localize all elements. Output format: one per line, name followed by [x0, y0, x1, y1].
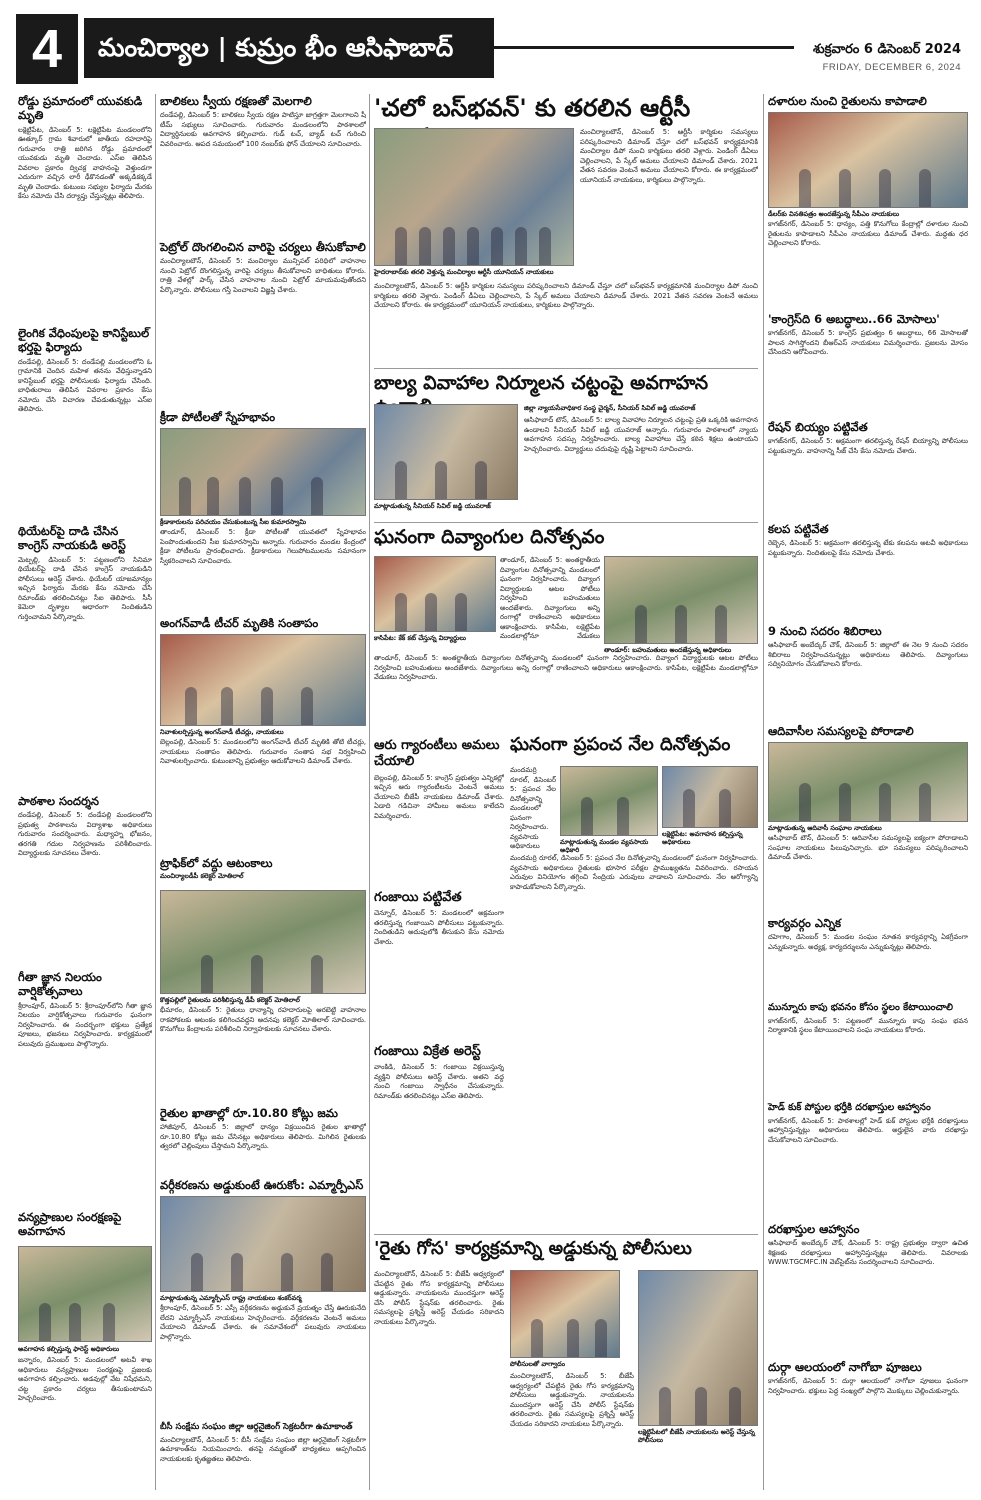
story-wildlife [18, 1210, 152, 1239]
article-body: లక్షెట్టిపేట, డిసెంబర్ 5: లక్షెట్టిపేట మండలంలోని ఊత్కూర్ గ్రామ శివారులో జాతీయ రహదారిపై గురువారం రాత్రి జరిగిన రోడ్డు ప్రమాదంలో యువకుడు మృతి చెందాడు. ఎస్ఐ తెలిపిన వివరాల ప్రకారం ద్విచక్ర వాహనంపై వెళ్తుండగా ఎదురుగా వచ్చిన లారీ ఢీకొనడంతో అక్కడికక్కడే మృతి చెందాడు. కుటుంబ సభ్యుల ఫిర్యాదు మేరకు కేసు నమోదు చేసి దర్యాప్తు చేస్తున్నట్లు తెలిపారు. [18, 125, 152, 201]
story-school-visit [18, 794, 152, 961]
article-body: కాగజ్‌నగర్, డిసెంబర్ 5: పట్టణంలో మున్నూరు కాపు సంఘ భవన నిర్మాణానికి స్థలం కేటాయించాలని సంఘ నాయకులు కోరారు. [768, 1016, 968, 1035]
story-middlemen [768, 94, 968, 108]
article-body: కాగజ్‌నగర్, డిసెంబర్ 5: అక్రమంగా తరలిస్తున్న రేషన్ బియ్యాన్ని పోలీసులు పట్టుకున్నారు. వాహనాన్ని సీజ్ చేసి కేసు నమోదు చేశారు. [768, 437, 968, 455]
photo-caption: క్రీడాకారులను పరిచయం చేసుకుంటున్న సీఐ కుమారస్వామి [160, 518, 307, 526]
headline: కార్యవర్గం ఎన్నిక [768, 916, 842, 930]
story-farmer-payments [160, 1106, 366, 1177]
article-body: మంచిర్యాలటౌన్, డిసెంబర్ 5: మంచిర్యాల మున్సిపల్ పరిధిలో వాహనాల నుంచి పెట్రోల్ దొంగలిస్తున్న వారిపై చర్యలు తీసుకోవాలని బాధితులు కోరారు. రాత్రి వేళల్లో పార్క్ చేసిన వాహనాల నుంచి పెట్రోల్ మాయమవుతోందని పేర్కొన్నారు. పోలీసులు గస్తీ పెంచాలని విజ్ఞప్తి చేశారు. [160, 257, 366, 294]
story-adivasi [768, 724, 968, 738]
photo-rtc-workers [374, 128, 574, 266]
headline: గంజాయి పట్టివేత [374, 890, 462, 905]
headline: దుర్గా ఆలయంలో నాగోబా పూజలు [768, 1360, 922, 1374]
story-raithu-gosa [374, 1238, 758, 1260]
article-body: చెన్నూర్, డిసెంబర్ 5: మండలంలో అక్రమంగా తరలిస్తున్న గంజాయిని పోలీసులు పట్టుకున్నారు. నిందితుడిని అదుపులోకి తీసుకుని కేసు నమోదు చేశారు. [374, 909, 504, 946]
article-body: ఆసిఫాబాద్ అంబేద్కర్ చౌక్, డిసెంబర్ 5: జిల్లాలో ఈ నెల 9 నుంచి సదరం శిబిరాలు నిర్వహించనున్నట్లు అధికారులు తెలిపారు. దివ్యాంగులు సద్వినియోగం చేసుకోవాలని కోరారు. [768, 641, 968, 669]
story-congress-lies [768, 312, 968, 415]
headline: రేషన్ బియ్యం పట్టివేత [768, 420, 868, 434]
headline: బాల్య వివాహాల నిర్మూలన చట్టంపై అవగాహన [374, 372, 709, 394]
article-body: వాంకిడి, డిసెంబర్ 5: గంజాయి విక్రయిస్తున్న వ్యక్తిని పోలీసులు అరెస్ట్ చేశారు. అతని వద్ద నుంచి గంజాయి స్వాధీనం చేసుకున్నారు. రిమాండ్‌కు తరలించినట్లు ఎస్ఐ తెలిపారు. [374, 1063, 504, 1100]
photo-agri-officer [560, 766, 658, 836]
article-body: ఆసిఫాబాద్ టౌన్, డిసెంబర్ 5: ఆదివాసీల సమస్యలపై ఐక్యంగా పోరాడాలని సంఘాల నాయకులు పిలుపునిచ్చారు. భూ సమస్యలు పరిష్కరించాలని డిమాండ్ చేశారు. [768, 834, 968, 861]
headline: గీతా జ్ఞాన నిలయం వార్షికోత్సవాలు [18, 970, 102, 999]
photo-caption: డీలర్‌కు వినతిపత్రం అందజేస్తున్న సీపీఎం నాయకులు [768, 210, 900, 218]
article-body: హాజీపూర్, డిసెంబర్ 5: జిల్లాలో ధాన్యం విక్రయించిన రైతుల ఖాతాల్లో రూ.10.80 కోట్లు జమ చేసినట్లు అధికారులు తెలిపారు. మిగిలిన రైతులకు త్వరలో చెల్లింపులు చేస్తామని పేర్కొన్నారు. [160, 1123, 366, 1151]
story-applications [768, 1222, 968, 1355]
subhead: మంచిర్యాలడీపీ కలెక్టర్ మోతిలాల్ [160, 872, 244, 881]
photo-judge-speaking [374, 404, 518, 500]
story-soil-day [510, 734, 758, 756]
headline: 'రైతు గోస' కార్యక్రమాన్ని అడ్డుకున్న పోలీసులు [374, 1238, 692, 1259]
headline: దరఖాస్తుల ఆహ్వానం [768, 1222, 860, 1236]
headline: 9 నుంచి సదరం శిబిరాలు [768, 624, 882, 638]
story-ration-rice [768, 420, 968, 517]
story-mrps [160, 1178, 366, 1192]
photo-caption: హైదరాబాద్‌కు తరలి వెళ్తున్న మంచిర్యాల ఆర్టీసీ యూనియన్ నాయకులు [374, 268, 554, 276]
article-body: శ్రీరాంపూర్, డిసెంబర్ 5: శ్రీరాంపూర్‌లోని గీతా జ్ఞాన నిలయం వార్షికోత్సవాలు గురువారం ఘనంగా నిర్వహించారు. ఈ సందర్భంగా భక్తులు ప్రత్యేక పూజలు, భజనలు నిర్వహించారు. కార్యక్రమంలో పలువురు ప్రముఖులు పాల్గొన్నారు. [18, 1001, 152, 1048]
headline: అంగన్‌వాడీ టీచర్ మృతికి సంతాపం [160, 616, 319, 630]
article-body: మంచిర్యాలటౌన్, డిసెంబర్ 5: బీజేపీ ఆధ్వర్యంలో చేపట్టిన రైతు గోస కార్యక్రమాన్ని పోలీసులు అడ్డుకున్నారు. నాయకులను ముందస్తుగా అరెస్ట్ చేసి పోలీస్ స్టేషన్‌కు తరలించారు. రైతు సమస్యలపై ప్రశ్నిస్తే అరెస్ట్ చేయడం సరికాదని నాయకులు పేర్కొన్నారు. [374, 1270, 504, 1326]
story-disabled-day [374, 526, 758, 549]
article-body: దండేపల్లి, డిసెంబర్ 5: బాలికలు స్వీయ రక్షణ పాటిస్తూ జాగ్రత్తగా మెలగాలని షీ టీమ్ సభ్యులు సూచించారు. గురువారం మండలంలోని పాఠశాలలో విద్యార్థినులకు అవగాహన కల్పించారు. గుడ్ టచ్, బ్యాడ్ టచ్ గురించి వివరించారు. ఆపద సమయంలో 100 నంబర్‌కు ఫోన్ చేయాలని సూచించారు. [160, 111, 366, 148]
story-ganja-seized [374, 890, 504, 1039]
photo-soil-awareness [662, 766, 758, 828]
headline: రైతుల ఖాతాల్లో రూ.10.80 కోట్లు జమ [160, 1106, 338, 1120]
story-sadaram-camps [768, 624, 968, 719]
story-ganja-seller [374, 1044, 504, 1223]
date-telugu: శుక్రవారం 6 డిసెంబర్ 2024 [813, 42, 961, 57]
headline: దళారుల నుంచి రైతులను కాపాడాలి [768, 94, 927, 108]
column-4 [768, 94, 968, 1490]
column-1 [18, 94, 152, 1490]
divider [374, 368, 758, 369]
district-banner: మంచిర్యాల | కుమ్రం భీం ఆసిఫాబాద్ [84, 18, 494, 78]
photo-collector-inspection [160, 890, 366, 994]
story-timber [768, 522, 968, 619]
photo-caption: మాట్లాడుతున్న మండల వ్యవసాయ అధికారి [560, 838, 649, 854]
story-theatre-attack [18, 524, 152, 791]
article-body: కాగజ్‌నగర్, డిసెంబర్ 5: ధాన్యం, పత్తి కొనుగోలు కేంద్రాల్లో దళారుల నుంచి రైతులను కాపాడాలని సీపీఎం నాయకులు డిమాండ్ చేశారు. మద్దతు ధర చెల్లించాలని కోరారు. [768, 220, 968, 247]
masthead [0, 0, 981, 88]
story-bc-association [160, 1422, 366, 1488]
article-body: ఆసిఫాబాద్ అంబేద్కర్ చౌక్, డిసెంబర్ 5: రాష్ట్ర ప్రభుత్వం ద్వారా ఉచిత శిక్షణకు దరఖాస్తులు ఆహ్వానిస్తున్నట్లు తెలిపారు. వివరాలకు WWW.TGCMFC.IN వెబ్‌సైట్‌ను సందర్శించాలని సూచించారు. [768, 1239, 968, 1267]
article-body: దండేపల్లి, డిసెంబర్ 5: దండేపల్లి మండలంలోని ప్రభుత్వ పాఠశాలను విద్యాశాఖ అధికారులు గురువారం సందర్శించారు. మధ్యాహ్న భోజనం, తరగతి గదుల నిర్వహణను పరిశీలించారు. విద్యార్థులకు సూచనలు చేశారు. [18, 811, 152, 858]
headline: ఘనంగా దివ్యాంగుల దినోత్సవం [374, 526, 605, 548]
article-body: మంచిర్యాలటౌన్, డిసెంబర్ 5: బీసీ సంక్షేమ సంఘం జిల్లా ఆర్గనైజింగ్ సెక్రటరీగా ఉమాకాంత్‌ను నియమించారు. తనపై నమ్మకంతో బాధ్యతలు అప్పగించిన నాయకులకు కృతజ్ఞతలు తెలిపారు. [160, 1435, 366, 1463]
story-petrol-theft [160, 240, 366, 407]
photo-caption: మాట్లాడుతున్న ఆదివాసీ సంఘాల నాయకులు [768, 824, 882, 832]
article-body-continued: మందమర్రి రూరల్, డిసెంబర్ 5: ప్రపంచ నేల దినోత్సవాన్ని మండలంలో ఘనంగా నిర్వహించారు. వ్యవసాయ అధికారులు రైతులకు భూసార పరీక్షల ప్రాముఖ్యతను వివరించారు. రసాయన ఎరువుల వినియోగం తగ్గించి సేంద్రియ ఎరువులు వాడాలని సూచించారు. నేల ఆరోగ్యాన్ని కాపాడుకోవాలని పేర్కొన్నారు. [510, 854, 758, 891]
story-girls-safety [160, 94, 366, 235]
article-body: దండేపల్లి, డిసెంబర్ 5: దండేపల్లి మండలంలోని ఓ గ్రామానికి చెందిన మహిళ తనను వేధిస్తున్నాడని కానిస్టేబుల్ భర్తపై పోలీసులకు ఫిర్యాదు చేసింది. బాధితురాలు తెలిపిన వివరాల ప్రకారం కేసు నమోదు చేసి విచారణ చేపడుతున్నట్లు ఎస్ఐ తెలిపారు. [18, 357, 152, 414]
article-body: జన్నారం, డిసెంబర్ 5: మండలంలో అటవీ శాఖ అధికారులు వన్యప్రాణుల సంరక్షణపై ప్రజలకు అవగాహన కల్పించారు. అడవుల్లో వేట నిషేధమని, చట్ట ప్రకారం చర్యలు తీసుకుంటామని హెచ్చరించారు. [18, 1356, 152, 1402]
photo-cpm-memorandum [768, 112, 968, 208]
headline: బాలికలు స్వీయ రక్షణతో మెలగాలి [160, 94, 312, 108]
headline: లైంగిక వేధింపులపై కానిస్టేబుల్ భర్తపై ఫిర్యాదు [18, 326, 150, 355]
photo-sports-meet [160, 428, 366, 516]
story-six-guarantees [374, 738, 504, 884]
headline: ఘనంగా ప్రపంచ నేల దినోత్సవం [510, 734, 731, 755]
photo-caption: లక్షెట్టిపేటలో బీజేపీ నాయకులను అరెస్ట్ చేస్తున్న పోలీసులు [638, 1428, 755, 1444]
headline: గంజాయి విక్రేత అరెస్ట్ [374, 1044, 481, 1059]
article-body: తాండూర్, డిసెంబర్ 5: అంతర్జాతీయ దివ్యాంగుల దినోత్సవాన్ని మండలంలో ఘనంగా నిర్వహించారు. దివ్యాంగ విద్యార్థులకు ఆటల పోటీలు నిర్వహించి బహుమతులు అందజేశారు. దివ్యాంగులు అన్ని రంగాల్లో రాణించాలని అధికారులు ఆకాంక్షించారు. కాసిపేట, లక్షెట్టిపేట మండలాల్లోనూ వేడుకలు [500, 556, 600, 640]
headline: కలప పట్టివేత [768, 522, 829, 536]
headline: రోడ్డు ప్రమాదంలో యువకుడి మృతి [18, 94, 143, 123]
divider [374, 522, 758, 523]
headline: పాఠశాల సందర్శన [18, 794, 99, 808]
headline: ఆరు గ్యారంటీలు అమలు చేయాలి [374, 738, 500, 770]
column-divider [155, 94, 156, 1490]
article-body: కాగజ్‌నగర్, డిసెంబర్ 5: పాఠశాలల్లో హెడ్ కుక్ పోస్టుల భర్తీకి దరఖాస్తులు ఆహ్వానిస్తున్నట్లు అధికారులు తెలిపారు. అర్హులైన వారు దరఖాస్తు చేసుకోవాలని సూచించారు. [768, 1116, 968, 1144]
page-number: 4 [16, 14, 78, 84]
photo-caption: మాట్లాడుతున్న సీనియర్ సివిల్ జడ్జి యువరాజ్ [374, 502, 491, 510]
story-nagoba-puja [768, 1360, 968, 1487]
article-body: కాగజ్‌నగర్, డిసెంబర్ 5: దుర్గా ఆలయంలో నాగోబా పూజలు ఘనంగా నిర్వహించారు. భక్తులు పెద్ద సంఖ్యలో పాల్గొని మొక్కులు చెల్లించుకున్నారు. [768, 1377, 968, 1395]
photo-caption: కాసిపేట: కేక్ కట్ చేస్తున్న విద్యార్థులు [374, 634, 467, 642]
story-harassment [18, 326, 152, 518]
article-body: భీమారం, డిసెంబర్ 5: రైతులు ధాన్యాన్ని రహదారులపై ఆరబెట్టి వాహనాల రాకపోకలకు ఆటంకం కలిగించవద్దని అదనపు కలెక్టర్ మోతిలాల్ సూచించారు. కొనుగోలు కేంద్రాలను పరిశీలించి నిర్వాహకులకు సూచనలు చేశారు. [160, 1006, 366, 1033]
article-body: రెబ్బెన, డిసెంబర్ 5: అక్రమంగా తరలిస్తున్న టేకు కలపను అటవీ అధికారులు పట్టుకున్నారు. నిందితులపై కేసు నమోదు చేశారు. [768, 539, 968, 557]
photo-anganwadi-tribute [160, 634, 366, 726]
story-gita-anniversary [18, 970, 152, 1188]
headline: క్రీడా పోటీలతో స్నేహభావం [160, 410, 276, 424]
photo-caption: తాండూర్: బహుమతులు అందజేస్తున్న అధికారులు [604, 646, 732, 654]
headline: పెట్రోల్ దొంగలించిన వారిపై చర్యలు తీసుకోవాలి [160, 240, 366, 254]
photo-police-argument [510, 1270, 620, 1358]
article-body-continued: మంచిర్యాలటౌన్, డిసెంబర్ 5: బీజేపీ ఆధ్వర్యంలో చేపట్టిన రైతు గోస కార్యక్రమాన్ని పోలీసులు అడ్డుకున్నారు. నాయకులను ముందస్తుగా అరెస్ట్ చేసి పోలీస్ స్టేషన్‌కు తరలించారు. రైతు సమస్యలపై ప్రశ్నిస్తే అరెస్ట్ చేయడం సరికాదని నాయకులు పేర్కొన్నారు. [510, 1372, 634, 1428]
article-body: శ్రీరాంపూర్, డిసెంబర్ 5: ఎస్సీ వర్గీకరణను అడ్డుకునే ప్రయత్నం చేస్తే ఊరుకునేది లేదని ఎమ్మార్పీఎస్ నాయకులు హెచ్చరించారు. వర్గీకరణను వెంటనే అమలు చేయాలని డిమాండ్ చేశారు. ఈ సమావేశంలో పలువురు నాయకులు పాల్గొన్నారు. [160, 1304, 366, 1341]
article-body: కాగజ్‌నగర్, డిసెంబర్ 5: కాంగ్రెస్ ప్రభుత్వం 6 అబద్ధాలు, 66 మోసాలతో పాలన సాగిస్తోందని బీఆర్ఎస్ నాయకులు విమర్శించారు. ప్రజలను మోసం చేసిందని ఆరోపించారు. [768, 329, 968, 357]
headline: వర్గీకరణను అడ్డుకుంటే ఊరుకోం: ఎమ్మార్పీఎస్ [160, 1178, 364, 1192]
headline: థియేటర్‌పై దాడి చేసిన కాంగ్రెస్ నాయకుడి అరెస్ట్ [18, 524, 126, 553]
photo-caption: పోలీసులతో వాగ్వాదం [510, 1360, 566, 1368]
photo-cake-cutting [374, 556, 496, 632]
article-body-continued: తాండూర్, డిసెంబర్ 5: అంతర్జాతీయ దివ్యాంగుల దినోత్సవాన్ని మండలంలో ఘనంగా నిర్వహించారు. దివ్యాంగ విద్యార్థులకు ఆటల పోటీలు నిర్వహించి బహుమతులు అందజేశారు. దివ్యాంగులు అన్ని రంగాల్లో రాణించాలని అధికారులు ఆకాంక్షించారు. కాసిపేట, లక్షెట్టిపేట మండలాల్లోనూ వేడుకలు నిర్వహించారు. [374, 654, 758, 681]
article-body: దహెగాం, డిసెంబర్ 5: మండల సంఘం నూతన కార్యవర్గాన్ని ఏకగ్రీవంగా ఎన్నుకున్నారు. అధ్యక్ష, కార్యదర్శులను ఎన్నుకున్నట్లు తెలిపారు. [768, 933, 968, 951]
headline: మున్నూరు కాపు భవనం కోసం స్థలం కేటాయించాలి [768, 1002, 953, 1013]
photo-caption: అవగాహన కల్పిస్తున్న ఫారెస్ట్ అధికారులు [18, 1345, 120, 1353]
photo-bjp-arrest [638, 1270, 758, 1426]
headline: 'కాంగ్రెస్‌ది 6 అబద్ధాలు..66 మోసాలు' [768, 312, 940, 326]
photo-prize-distribution [604, 556, 758, 644]
story-executive [768, 916, 968, 999]
article-body: మంచిర్యాలటౌన్, డిసెంబర్ 5: ఆర్టీసీ కార్మికుల సమస్యలు పరిష్కరించాలని డిమాండ్ చేస్తూ చలో బస్‌భవన్ కార్యక్రమానికి మంచిర్యాల డిపో నుంచి కార్మికులు తరలి వెళ్లారు. పెండింగ్ డీఏలు చెల్లించాలని, పే స్కేల్ అమలు చేయాలని డిమాండ్ చేశారు. 2021 వేతన సవరణ వెంటనే అమలు చేయాలని కోరారు. ఈ కార్యక్రమంలో యూనియన్ నాయకులు, కార్మికులు పాల్గొన్నారు. [580, 128, 758, 184]
article-body: బెల్లంపల్లి, డిసెంబర్ 5: మండలంలోని అంగన్‌వాడీ టీచర్ మృతికి తోటి టీచర్లు, నాయకులు సంతాపం తెలిపారు. గురువారం సంతాప సభ నిర్వహించి నివాళులర్పించారు. కుటుంబాన్ని ప్రభుత్వం ఆదుకోవాలని డిమాండ్ చేశారు. [160, 738, 366, 765]
story-anganwadi [160, 616, 366, 630]
divider [374, 1234, 758, 1235]
story-head-cook [768, 1102, 968, 1217]
article-body: బెల్లంపల్లి, డిసెంబర్ 5: కాంగ్రెస్ ప్రభుత్వం ఎన్నికల్లో ఇచ్చిన ఆరు గ్యారంటీలను వెంటనే అమలు చేయాలని బీజేపీ నాయకులు డిమాండ్ చేశారు. ఏడాది గడిచినా హామీలు అమలు కాలేదని విమర్శించారు. [374, 773, 504, 820]
photo-forest-officials [18, 1246, 152, 1342]
photo-caption: నివాళులర్పిస్తున్న అంగన్‌వాడీ టీచర్లు, నాయకులు [160, 728, 284, 736]
article-body: ఆసిఫాబాద్ టౌన్, డిసెంబర్ 5: బాల్య వివాహాల నిర్మూలన చట్టంపై ప్రతి ఒక్కరికి అవగాహన ఉండాలని సీనియర్ సివిల్ జడ్జి యువరాజ్ అన్నారు. గురువారం పాఠశాలలో న్యాయ అవగాహన సదస్సు నిర్వహించారు. బాల్య వివాహాలు చేస్తే కఠిన శిక్షలు ఉంటాయని హెచ్చరించారు. విద్యార్థులు చదువుపై దృష్టి పెట్టాలని సూచించారు. [524, 416, 758, 453]
story-munnuru-kapu [768, 1002, 968, 1097]
column-divider [369, 94, 370, 1490]
headline: హెడ్ కుక్ పోస్టుల భర్తీకి దరఖాస్తుల ఆహ్వానం [768, 1102, 931, 1113]
article-body: మందమర్రి రూరల్, డిసెంబర్ 5: ప్రపంచ నేల దినోత్సవాన్ని మండలంలో ఘనంగా నిర్వహించారు. వ్యవసాయ అధికారులు [510, 766, 556, 850]
photo-mrps-leader [160, 1196, 366, 1292]
article-body-continued: మంచిర్యాలటౌన్, డిసెంబర్ 5: ఆర్టీసీ కార్మికుల సమస్యలు పరిష్కరించాలని డిమాండ్ చేస్తూ చలో బస్‌భవన్ కార్యక్రమానికి మంచిర్యాల డిపో నుంచి కార్మికులు తరలి వెళ్లారు. పెండింగ్ డీఏలు చెల్లించాలని, పే స్కేల్ అమలు చేయాలని డిమాండ్ చేశారు. 2021 వేతన సవరణ వెంటనే అమలు చేయాలని కోరారు. ఈ కార్యక్రమంలో యూనియన్ నాయకులు, కార్మికులు పాల్గొన్నారు. [374, 282, 758, 309]
column-2 [160, 94, 366, 1490]
date-english: FRIDAY, DECEMBER 6, 2024 [822, 62, 961, 73]
article-body: మెట్పల్లి, డిసెంబర్ 5: పట్టణంలోని సినిమా థియేటర్‌పై దాడి చేసిన కాంగ్రెస్ నాయకుడిని పోలీసులు అరెస్ట్ చేశారు. థియేటర్ యాజమాన్యం ఇచ్చిన ఫిర్యాదు మేరకు కేసు నమోదు చేసి రిమాండ్‌కు తరలించినట్లు సీఐ తెలిపారు. సీసీ కెమెరా దృశ్యాల ఆధారంగా నిందితుడిని గుర్తించామని పేర్కొన్నారు. [18, 555, 152, 621]
headline: ట్రాఫిక్‌లో వద్దు ఆటంకాలు [160, 856, 273, 870]
subhead: జిల్లా న్యాయసేవాధికార సంస్థ చైర్మన్, సీనియర్ సివిల్ జడ్జి యువరాజ్ [524, 404, 696, 412]
headline: ఆదివాసీల సమస్యలపై పోరాడాలి [768, 724, 914, 738]
article-body: తాండూర్, డిసెంబర్ 5: క్రీడా పోటీలతో యువతలో స్నేహభావం పెంపొందుతుందని సీఐ కుమారస్వామి అన్నారు. గురువారం మండల కేంద్రంలో క్రీడా పోటీలను ప్రారంభించారు. క్రీడాకారులు గెలుపోటములను సమానంగా స్వీకరించాలని సూచించారు. [160, 528, 366, 565]
photo-adivasi-leaders [768, 742, 968, 822]
column-3 [374, 94, 758, 1490]
story-traffic [160, 856, 366, 880]
headline: బీసీ సంక్షేమ సంఘం జిల్లా ఆర్గనైజింగ్ సెక్రటరీగా ఉమాకాంత్ [160, 1422, 353, 1432]
lead-headline: 'చలో బస్‌భవన్' కు తరలిన ఆర్టీసీ [374, 94, 691, 122]
photo-caption: కొత్తపల్లిలో రైతులను పరిశీలిస్తున్న డీపీ కలెక్టర్ మోతిలాల్ [160, 996, 300, 1004]
story-sports [160, 410, 366, 424]
story-road-accident [18, 94, 152, 326]
column-divider [763, 94, 764, 1490]
photo-caption: మాట్లాడుతున్న ఎమ్మార్పీఎస్ రాష్ట్ర నాయకులు శంకర్‌వర్మ [160, 1294, 302, 1302]
headline: వన్యప్రాణుల సంరక్షణపై అవగాహన [18, 1210, 122, 1239]
photo-caption: లక్షెట్టిపేట: అవగాహన కల్పిస్తున్న అధికారులు [662, 830, 743, 846]
